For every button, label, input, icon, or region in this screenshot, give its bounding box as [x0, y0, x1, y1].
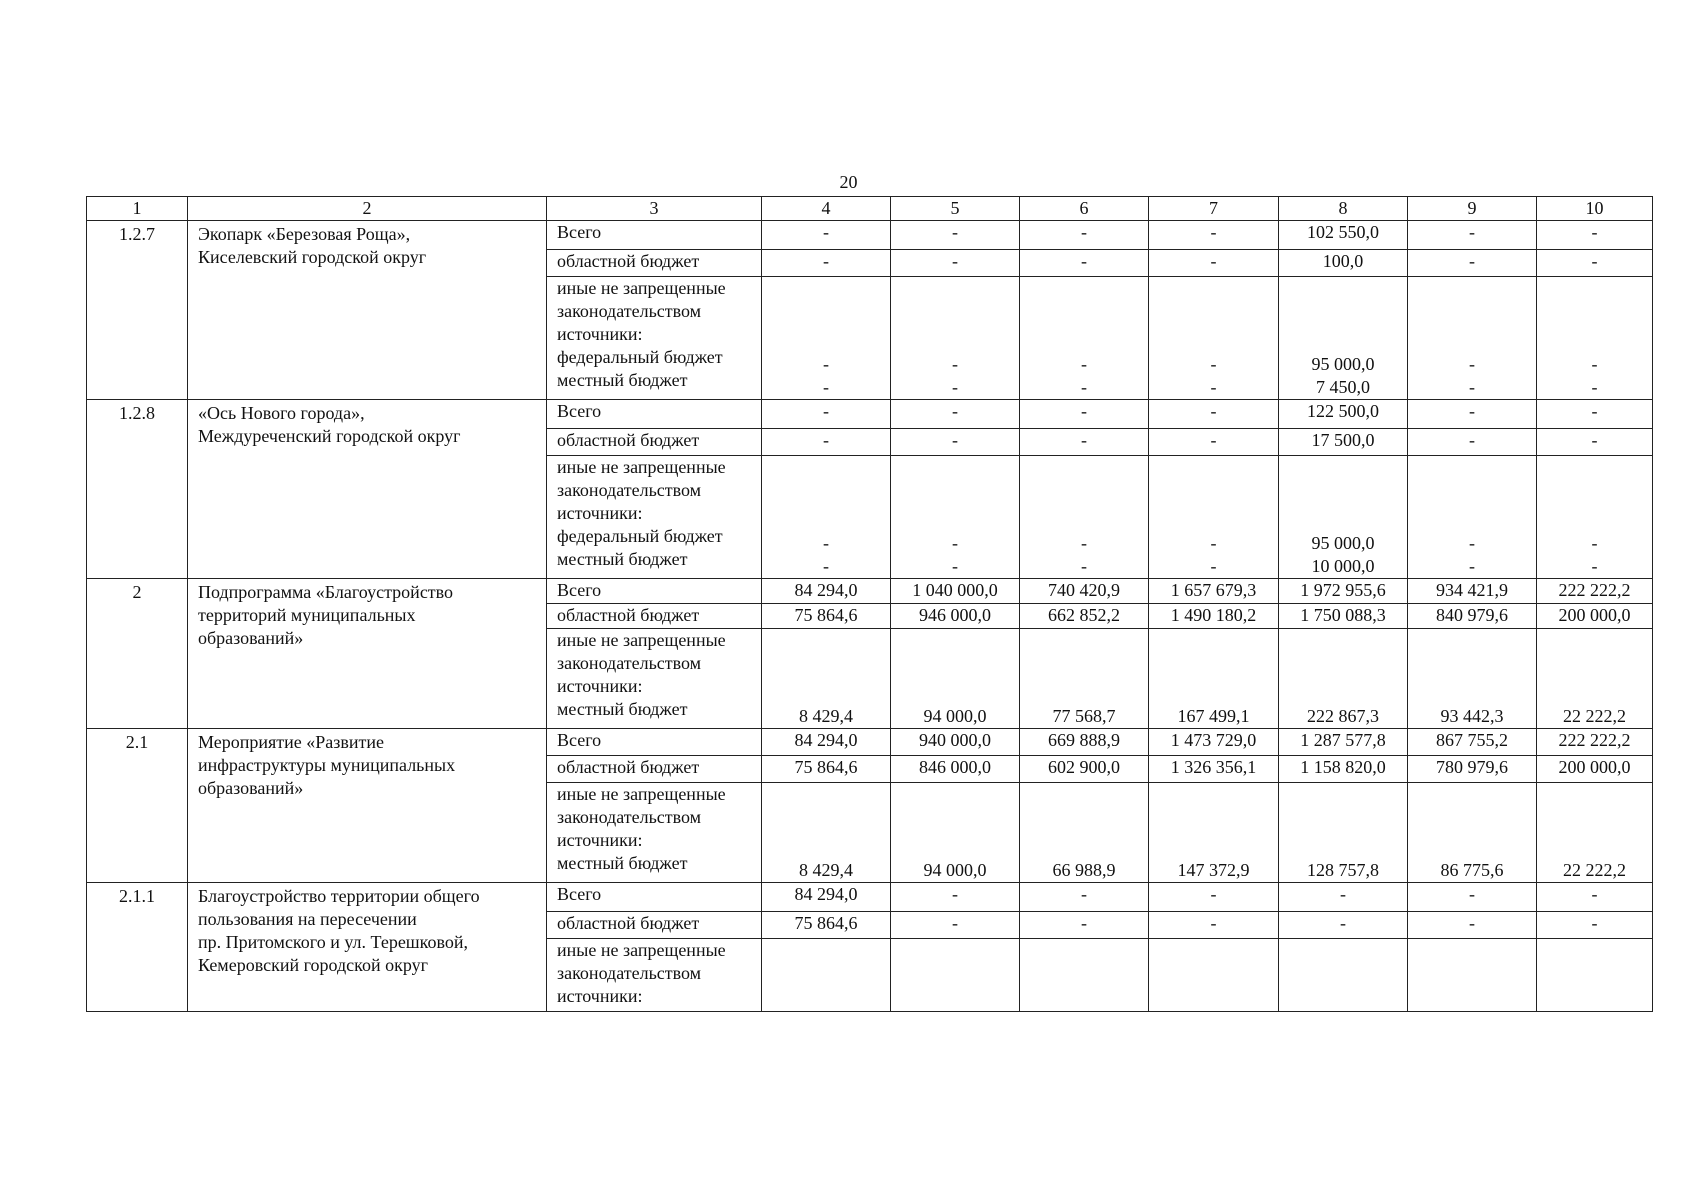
value-cell: -: [891, 912, 1020, 939]
source-other-line: иные не запрещенные: [557, 630, 726, 650]
value-cell: 84 294,0: [762, 883, 891, 912]
value-cell: -: [1149, 883, 1279, 912]
value-cell: -: [891, 250, 1020, 277]
value-cell: -: [891, 400, 1020, 429]
row-name: [188, 221, 547, 400]
value-stack: [891, 277, 1020, 400]
value-cell: 17 500,0: [1279, 429, 1408, 456]
source-other: [547, 629, 762, 729]
value-cell: -: [1210, 377, 1217, 397]
value-cell: -: [1081, 556, 1087, 576]
value-cell: -: [1210, 354, 1217, 374]
value-cell: 940 000,0: [891, 729, 1020, 756]
value-cell: -: [1591, 533, 1598, 553]
row-name-line: пользования на пересечении: [198, 909, 417, 929]
value-cell: 75 864,6: [762, 912, 891, 939]
value-cell: -: [952, 533, 958, 553]
source-other-line: иные не запрещенные: [557, 940, 726, 960]
value-cell: -: [1537, 429, 1653, 456]
value-cell: -: [1210, 556, 1217, 576]
value-cell: -: [1469, 533, 1475, 553]
source-other-line: источники:: [557, 324, 643, 344]
value-cell: 75 864,6: [762, 756, 891, 783]
value-cell: 780 979,6: [1408, 756, 1537, 783]
value-cell: 1 287 577,8: [1279, 729, 1408, 756]
column-number: 5: [891, 197, 1020, 221]
value-cell: -: [1020, 250, 1149, 277]
source-regional: областной бюджет: [547, 912, 762, 939]
value-cell: -: [1591, 354, 1598, 374]
row-name: [188, 400, 547, 579]
value-cell: -: [952, 354, 958, 374]
value-cell: -: [1020, 883, 1149, 912]
value-cell: -: [891, 429, 1020, 456]
value-cell: 669 888,9: [1020, 729, 1149, 756]
value-cell: 200 000,0: [1537, 756, 1653, 783]
value-cell: -: [1149, 912, 1279, 939]
source-other-line: источники:: [557, 986, 643, 1006]
value-cell: -: [891, 221, 1020, 250]
value-cell: 1 326 356,1: [1149, 756, 1279, 783]
source-local: местный бюджет: [557, 370, 688, 390]
value-stack: [1149, 456, 1279, 579]
value-cell: 8 429,4: [762, 783, 891, 883]
value-cell: -: [1020, 400, 1149, 429]
value-cell: -: [1408, 400, 1537, 429]
value-cell: -: [762, 429, 891, 456]
value-cell: 100,0: [1279, 250, 1408, 277]
column-number: 2: [188, 197, 547, 221]
value-cell: 1 490 180,2: [1149, 604, 1279, 629]
value-cell: -: [1591, 556, 1598, 576]
value-cell: -: [1020, 429, 1149, 456]
value-cell: -: [1537, 883, 1653, 912]
source-regional: областной бюджет: [547, 429, 762, 456]
value-cell: -: [1537, 400, 1653, 429]
value-cell: -: [823, 556, 829, 576]
column-number: 6: [1020, 197, 1149, 221]
column-number: 3: [547, 197, 762, 221]
value-cell: 167 499,1: [1149, 629, 1279, 729]
value-cell: -: [1279, 912, 1408, 939]
value-cell: -: [952, 377, 958, 397]
value-cell: 128 757,8: [1279, 783, 1408, 883]
row-code: 1.2.7: [87, 221, 188, 400]
source-total: Всего: [547, 221, 762, 250]
row-name-line: образований»: [198, 628, 304, 648]
empty-cell: [891, 939, 1020, 1012]
value-cell: -: [1081, 377, 1087, 397]
source-local: местный бюджет: [557, 699, 688, 719]
value-cell: -: [762, 221, 891, 250]
source-regional: областной бюджет: [547, 604, 762, 629]
source-local: местный бюджет: [557, 853, 688, 873]
value-cell: 1 158 820,0: [1279, 756, 1408, 783]
row-code: 1.2.8: [87, 400, 188, 579]
row-name-line: инфраструктуры муниципальных: [198, 755, 456, 775]
value-cell: 1 657 679,3: [1149, 579, 1279, 604]
row-name-line: Киселевский городской округ: [198, 247, 427, 267]
source-total: Всего: [547, 579, 762, 604]
column-number-row: [87, 197, 1653, 221]
value-cell: -: [1149, 250, 1279, 277]
value-cell: -: [1537, 221, 1653, 250]
budget-table: [86, 196, 1653, 1012]
value-cell: 840 979,6: [1408, 604, 1537, 629]
value-cell: 222 222,2: [1537, 729, 1653, 756]
row-code: 2.1: [87, 729, 188, 883]
column-number: 9: [1408, 197, 1537, 221]
row-name: [188, 883, 547, 1012]
row-name: [188, 729, 547, 883]
value-stack: [1537, 456, 1653, 579]
value-cell: 94 000,0: [891, 629, 1020, 729]
value-cell: -: [1279, 883, 1408, 912]
source-other: [547, 277, 762, 400]
empty-cell: [1408, 939, 1537, 1012]
value-cell: -: [1149, 400, 1279, 429]
row-code: 2.1.1: [87, 883, 188, 1012]
value-cell: -: [762, 400, 891, 429]
row-name-line: Кемеровский городской округ: [198, 955, 429, 975]
value-cell: -: [1408, 429, 1537, 456]
column-number: 7: [1149, 197, 1279, 221]
value-cell: 934 421,9: [1408, 579, 1537, 604]
source-total: Всего: [547, 729, 762, 756]
value-cell: -: [1408, 883, 1537, 912]
value-cell: -: [1408, 912, 1537, 939]
source-federal: федеральный бюджет: [557, 347, 723, 367]
empty-cell: [1020, 939, 1149, 1012]
row-name-line: «Ось Нового города»,: [198, 403, 365, 423]
source-other-line: источники:: [557, 676, 643, 696]
source-other-line: иные не запрещенные: [557, 784, 726, 804]
value-stack: [1408, 277, 1537, 400]
value-cell: 10 000,0: [1311, 556, 1375, 576]
value-cell: -: [1020, 912, 1149, 939]
source-federal: федеральный бюджет: [557, 526, 723, 546]
row-name-line: Благоустройство территории общего: [198, 886, 480, 906]
value-cell: -: [1081, 533, 1087, 553]
value-stack: [1279, 277, 1408, 400]
value-cell: 147 372,9: [1149, 783, 1279, 883]
value-cell: 1 750 088,3: [1279, 604, 1408, 629]
column-number: 1: [87, 197, 188, 221]
table-row: [87, 221, 1653, 250]
source-other-line: иные не запрещенные: [557, 457, 726, 477]
source-regional: областной бюджет: [547, 756, 762, 783]
source-other-line: иные не запрещенные: [557, 278, 726, 298]
value-cell: 84 294,0: [762, 729, 891, 756]
value-cell: -: [762, 250, 891, 277]
empty-cell: [1279, 939, 1408, 1012]
value-cell: 66 988,9: [1020, 783, 1149, 883]
source-regional: областной бюджет: [547, 250, 762, 277]
value-cell: 84 294,0: [762, 579, 891, 604]
value-stack: [891, 456, 1020, 579]
value-cell: -: [1537, 250, 1653, 277]
row-name-line: образований»: [198, 778, 304, 798]
table-row: [87, 579, 1653, 604]
value-stack: [762, 277, 891, 400]
value-cell: -: [1408, 221, 1537, 250]
value-stack: [762, 456, 891, 579]
value-cell: 222 867,3: [1279, 629, 1408, 729]
value-cell: 200 000,0: [1537, 604, 1653, 629]
value-cell: 846 000,0: [891, 756, 1020, 783]
value-cell: 222 222,2: [1537, 579, 1653, 604]
value-cell: -: [823, 533, 829, 553]
value-cell: 740 420,9: [1020, 579, 1149, 604]
value-cell: -: [952, 556, 958, 576]
value-cell: -: [1469, 556, 1475, 576]
value-cell: 1 473 729,0: [1149, 729, 1279, 756]
value-cell: 102 550,0: [1279, 221, 1408, 250]
source-other-line: законодательством: [557, 301, 702, 321]
value-stack: [1279, 456, 1408, 579]
value-cell: 122 500,0: [1279, 400, 1408, 429]
empty-cell: [1537, 939, 1653, 1012]
value-stack: [1537, 277, 1653, 400]
value-cell: 1 040 000,0: [891, 579, 1020, 604]
value-cell: -: [1149, 429, 1279, 456]
value-cell: 95 000,0: [1311, 533, 1375, 553]
table-row: [87, 400, 1653, 429]
source-other-line: источники:: [557, 503, 643, 523]
value-cell: 86 775,6: [1408, 783, 1537, 883]
source-other-line: законодательством: [557, 963, 702, 983]
source-total: Всего: [547, 883, 762, 912]
column-number: 4: [762, 197, 891, 221]
column-number: 10: [1537, 197, 1653, 221]
value-cell: 867 755,2: [1408, 729, 1537, 756]
source-other-line: источники:: [557, 830, 643, 850]
empty-cell: [1149, 939, 1279, 1012]
value-cell: 75 864,6: [762, 604, 891, 629]
value-cell: 662 852,2: [1020, 604, 1149, 629]
row-name-line: Подпрограмма «Благоустройство: [198, 582, 454, 602]
value-cell: -: [1537, 912, 1653, 939]
value-cell: 8 429,4: [762, 629, 891, 729]
row-name-line: Мероприятие «Развитие: [198, 732, 385, 752]
value-cell: -: [1149, 221, 1279, 250]
value-cell: 93 442,3: [1408, 629, 1537, 729]
value-cell: 95 000,0: [1311, 354, 1375, 374]
empty-cell: [762, 939, 891, 1012]
row-name-line: пр. Притомского и ул. Терешковой,: [198, 932, 469, 952]
value-cell: 22 222,2: [1537, 629, 1653, 729]
row-code: 2: [87, 579, 188, 729]
value-stack: [1020, 456, 1149, 579]
value-cell: 7 450,0: [1316, 377, 1370, 397]
source-other-line: законодательством: [557, 807, 702, 827]
value-cell: -: [1591, 377, 1598, 397]
row-name-line: Экопарк «Березовая Роща»,: [198, 224, 411, 244]
value-cell: -: [1408, 250, 1537, 277]
source-other: [547, 456, 762, 579]
value-cell: 1 972 955,6: [1279, 579, 1408, 604]
value-cell: 77 568,7: [1020, 629, 1149, 729]
row-name-line: Междуреченский городской округ: [198, 426, 461, 446]
source-other-line: законодательством: [557, 480, 702, 500]
source-other: [547, 783, 762, 883]
source-other: [547, 939, 762, 1012]
value-cell: -: [823, 354, 829, 374]
value-cell: -: [823, 377, 829, 397]
value-stack: [1408, 456, 1537, 579]
value-cell: -: [891, 883, 1020, 912]
value-stack: [1020, 277, 1149, 400]
row-name: [188, 579, 547, 729]
table-row: [87, 729, 1653, 756]
value-cell: -: [1469, 377, 1475, 397]
column-number: 8: [1279, 197, 1408, 221]
value-cell: 94 000,0: [891, 783, 1020, 883]
value-cell: 22 222,2: [1537, 783, 1653, 883]
value-cell: 946 000,0: [891, 604, 1020, 629]
page-number: 20: [839, 172, 858, 192]
value-cell: 602 900,0: [1020, 756, 1149, 783]
value-cell: -: [1081, 354, 1087, 374]
row-name-line: территорий муниципальных: [198, 605, 416, 625]
value-cell: -: [1210, 533, 1217, 553]
value-cell: -: [1469, 354, 1475, 374]
table-row: [87, 883, 1653, 912]
source-local: местный бюджет: [557, 549, 688, 569]
value-cell: -: [1020, 221, 1149, 250]
value-stack: [1149, 277, 1279, 400]
source-other-line: законодательством: [557, 653, 702, 673]
source-total: Всего: [547, 400, 762, 429]
